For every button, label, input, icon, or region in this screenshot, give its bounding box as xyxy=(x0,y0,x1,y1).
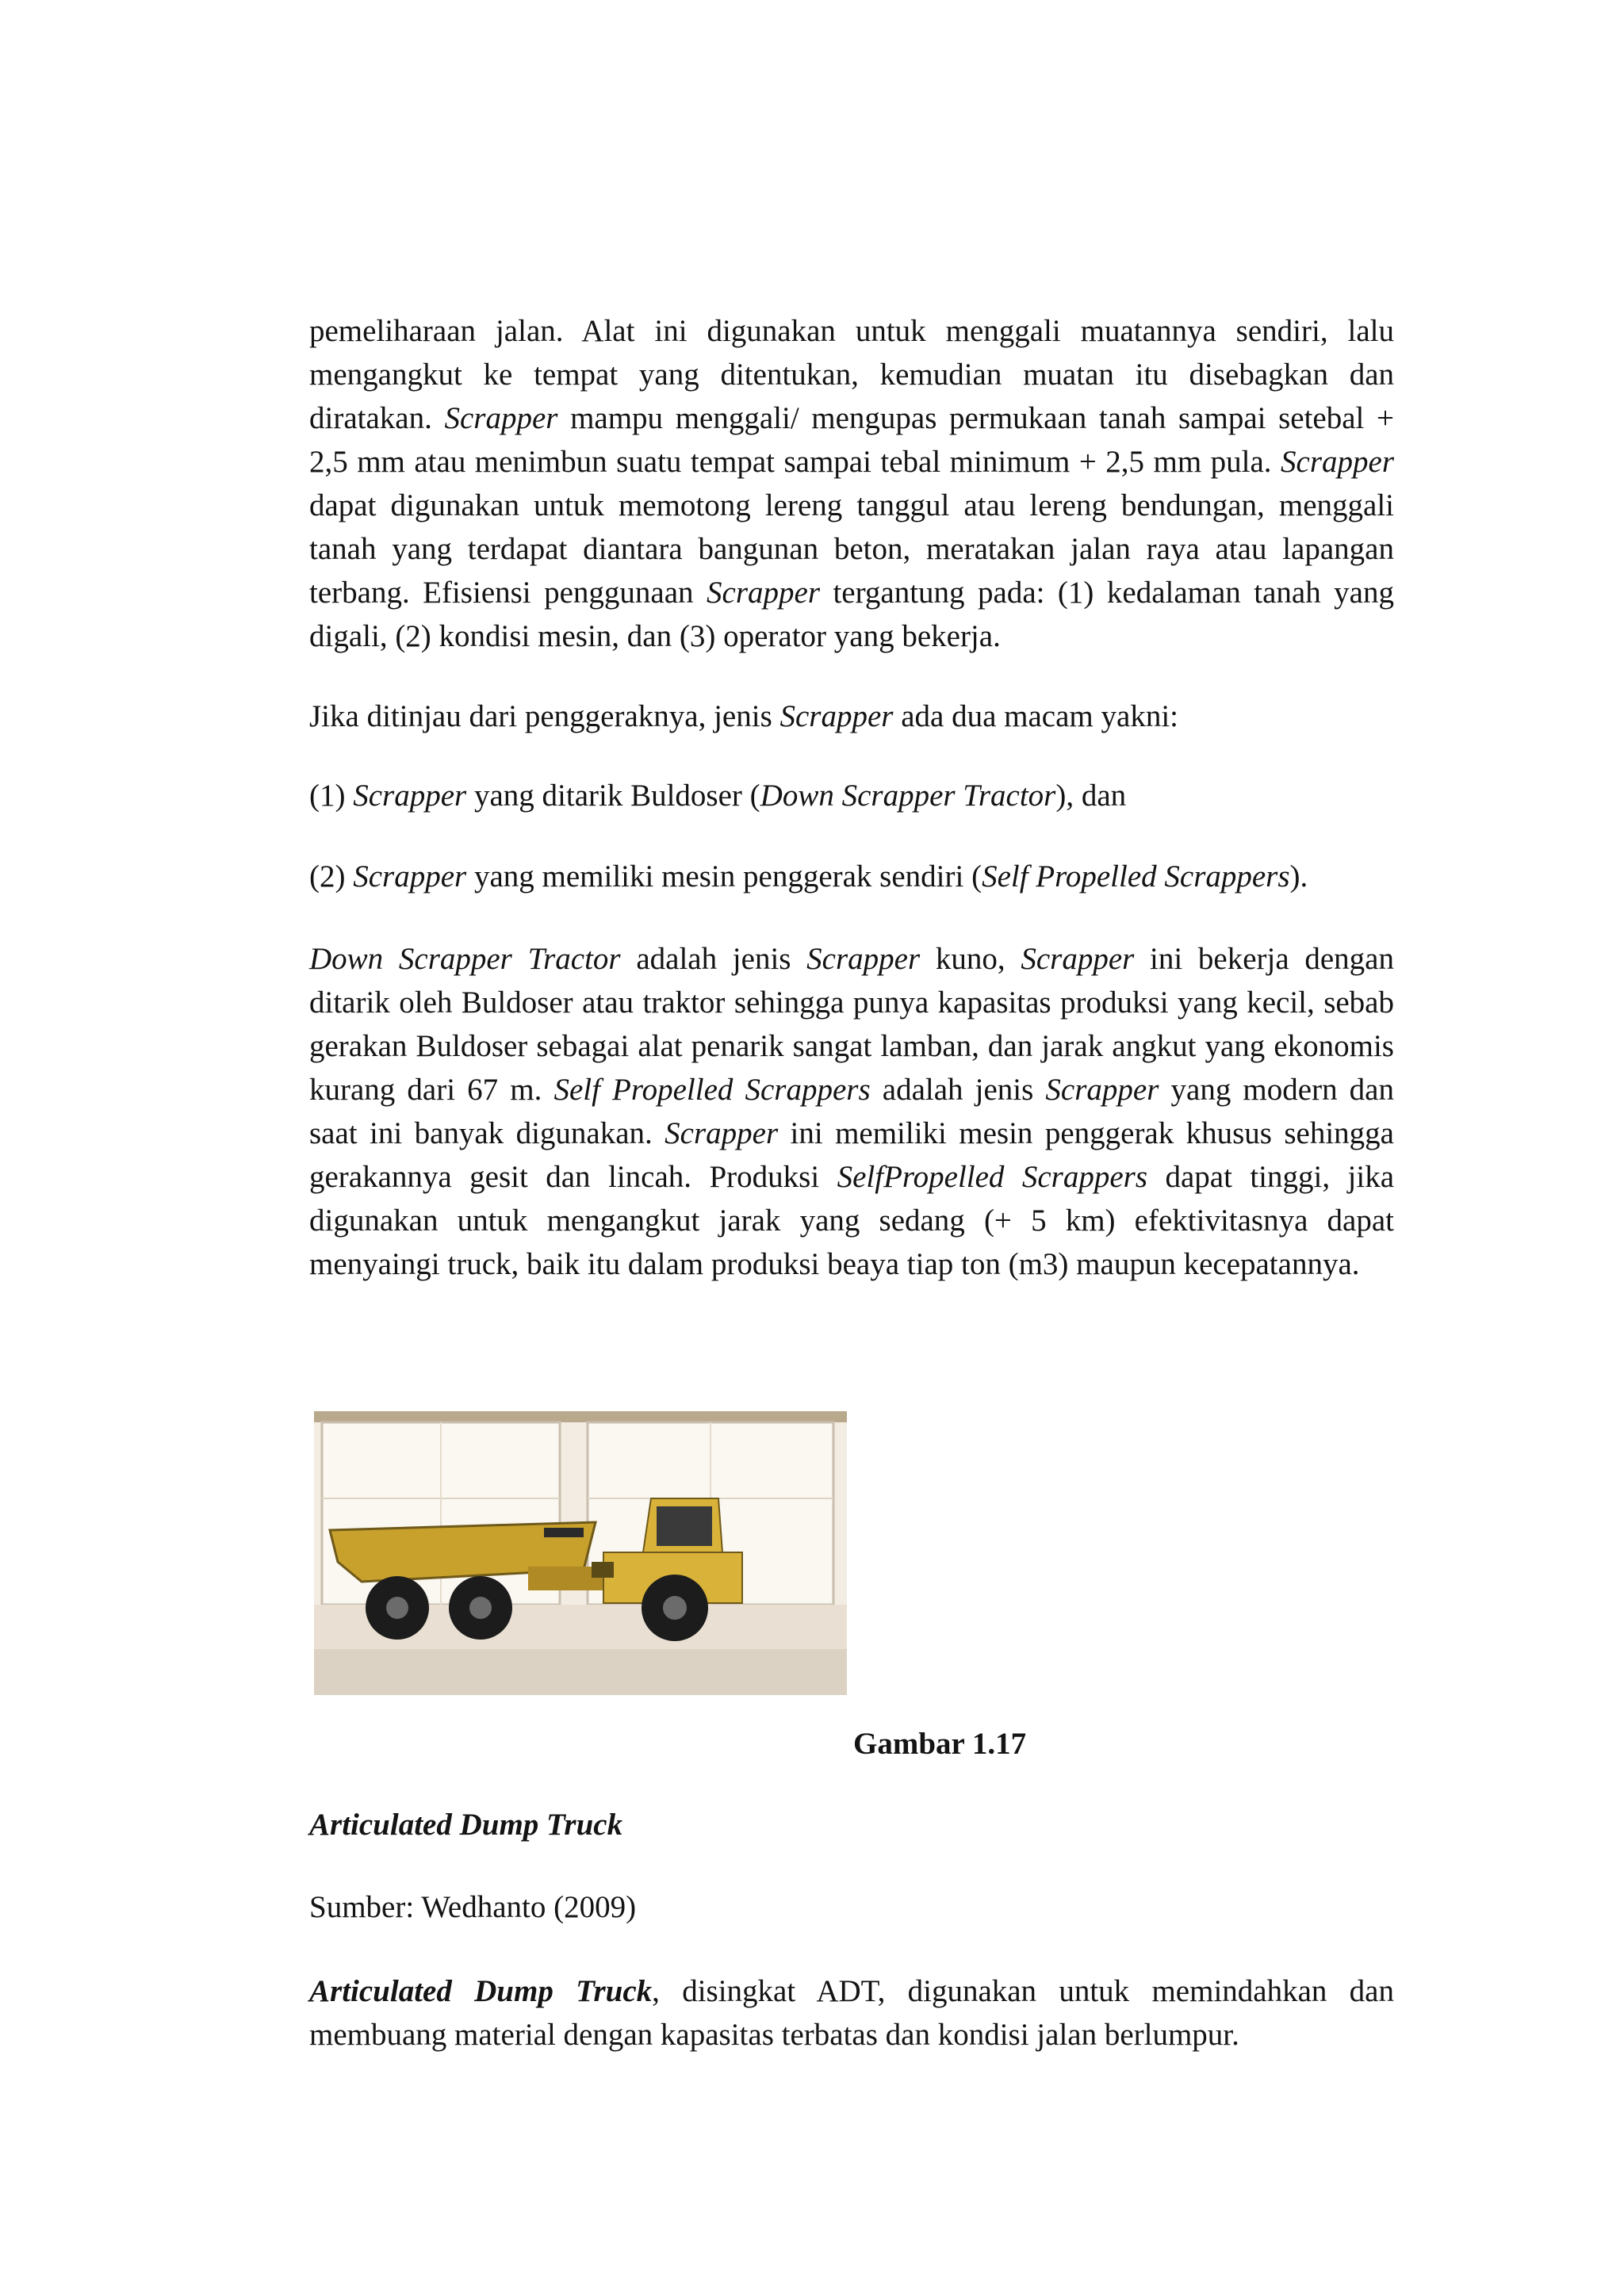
text-run: adalah jenis xyxy=(870,1073,1046,1107)
italic-run: Scrapper xyxy=(353,859,467,894)
text-run: pemeliharaan jalan. Alat ini digunakan untuk menggali muatannya sendiri, lalu mengangkut ke tempat yang ditentukan, kemudian muatan itu disebagkan dan diratakan. xyxy=(309,314,1394,435)
text-run: , disingkat ADT, digunakan untuk memindahkan dan membuang material dengan kapasitas terbatas dan kondisi jalan berlumpur. xyxy=(309,1974,1394,2052)
list-number: (2) xyxy=(309,859,354,894)
figure-caption-number: Gambar 1.17 xyxy=(853,1727,1027,1761)
text-run: yang modern dan saat ini banyak digunakan. xyxy=(309,1073,1394,1150)
figure-caption-title: Articulated Dump Truck xyxy=(309,1808,623,1842)
italic-run: Scrapper xyxy=(806,942,921,976)
italic-run: Scrapper xyxy=(1021,942,1135,976)
text-run: ), dan xyxy=(1055,779,1127,813)
figure-articulated-dump-truck xyxy=(314,1411,847,1695)
figure-source: Sumber: Wedhanto (2009) xyxy=(309,1890,637,1924)
text-run: ini bekerja dengan ditarik oleh Buldoser atau traktor sehingga punya kapasitas produksi yang kecil, sebab gerakan Buldoser sebagai alat penarik sangat lamban, dan jarak angkut yang ekonomis kurang dari 67 m. xyxy=(309,942,1394,1107)
text-run: ada dua macam yakni: xyxy=(893,699,1178,733)
italic-run: Scrapper xyxy=(444,401,558,435)
list-item xyxy=(309,774,1394,817)
italic-run: Self Propelled Scrappers xyxy=(553,1073,871,1107)
text-run: Jika ditinjau dari penggeraknya, jenis xyxy=(309,699,780,733)
text-run: dapat digunakan untuk memotong lereng tanggul atau lereng bendungan, menggali tanah yang terdapat diantara bangunan beton, meratakan jalan raya atau lapangan terbang. Efisiensi penggunaan xyxy=(309,488,1394,610)
text-run: ini memiliki mesin penggerak khusus sehingga gerakannya gesit dan lincah. Produksi xyxy=(309,1116,1394,1194)
list-item xyxy=(309,855,1394,898)
italic-run: Scrapper xyxy=(1045,1073,1159,1107)
text-run: mampu menggali/ mengupas permukaan tanah sampai setebal + 2,5 mm atau menimbun suatu tempat sampai tebal minimum + 2,5 mm pula. xyxy=(309,401,1394,479)
italic-run: Down Scrapper Tractor xyxy=(309,942,621,976)
text-run: kuno, xyxy=(920,942,1021,976)
italic-run: Self Propelled Scrappers xyxy=(982,859,1290,894)
italic-run: SelfPropelled Scrappers xyxy=(837,1160,1148,1194)
italic-run: Scrapper xyxy=(707,576,820,610)
paragraph-scrapper-comparison xyxy=(309,937,1394,1286)
italic-run: Scrapper xyxy=(779,699,894,733)
dump-truck-illustration xyxy=(314,1411,847,1695)
text-run: tergantung pada: (1) kedalaman tanah yang digali, (2) kondisi mesin, dan (3) operator yang bekerja. xyxy=(309,576,1394,653)
text-run: dapat tinggi, jika digunakan untuk mengangkut jarak yang sedang (+ 5 km) efektivitasnya dapat menyaingi truck, baik itu dalam produksi beaya tiap ton (m3) maupun kecepatannya. xyxy=(309,1160,1395,1281)
italic-run: Scrapper xyxy=(665,1116,779,1150)
italic-run: Scrapper xyxy=(353,779,467,813)
paragraph-scrapper-types xyxy=(309,695,1394,738)
paragraph-scrapper-intro xyxy=(309,309,1394,658)
text-run: yang memiliki mesin penggerak sendiri ( xyxy=(466,859,982,894)
italic-run: Scrapper xyxy=(1281,445,1394,479)
italic-run: Down Scrapper Tractor xyxy=(760,779,1056,813)
text-run: yang ditarik Buldoser ( xyxy=(466,779,760,813)
bold-italic-run: Articulated Dump Truck xyxy=(309,1974,653,2008)
text-run: ). xyxy=(1289,859,1308,894)
list-number: (1) xyxy=(309,779,354,813)
paragraph-adt-description xyxy=(309,1969,1394,2057)
text-run: adalah jenis xyxy=(620,942,807,976)
